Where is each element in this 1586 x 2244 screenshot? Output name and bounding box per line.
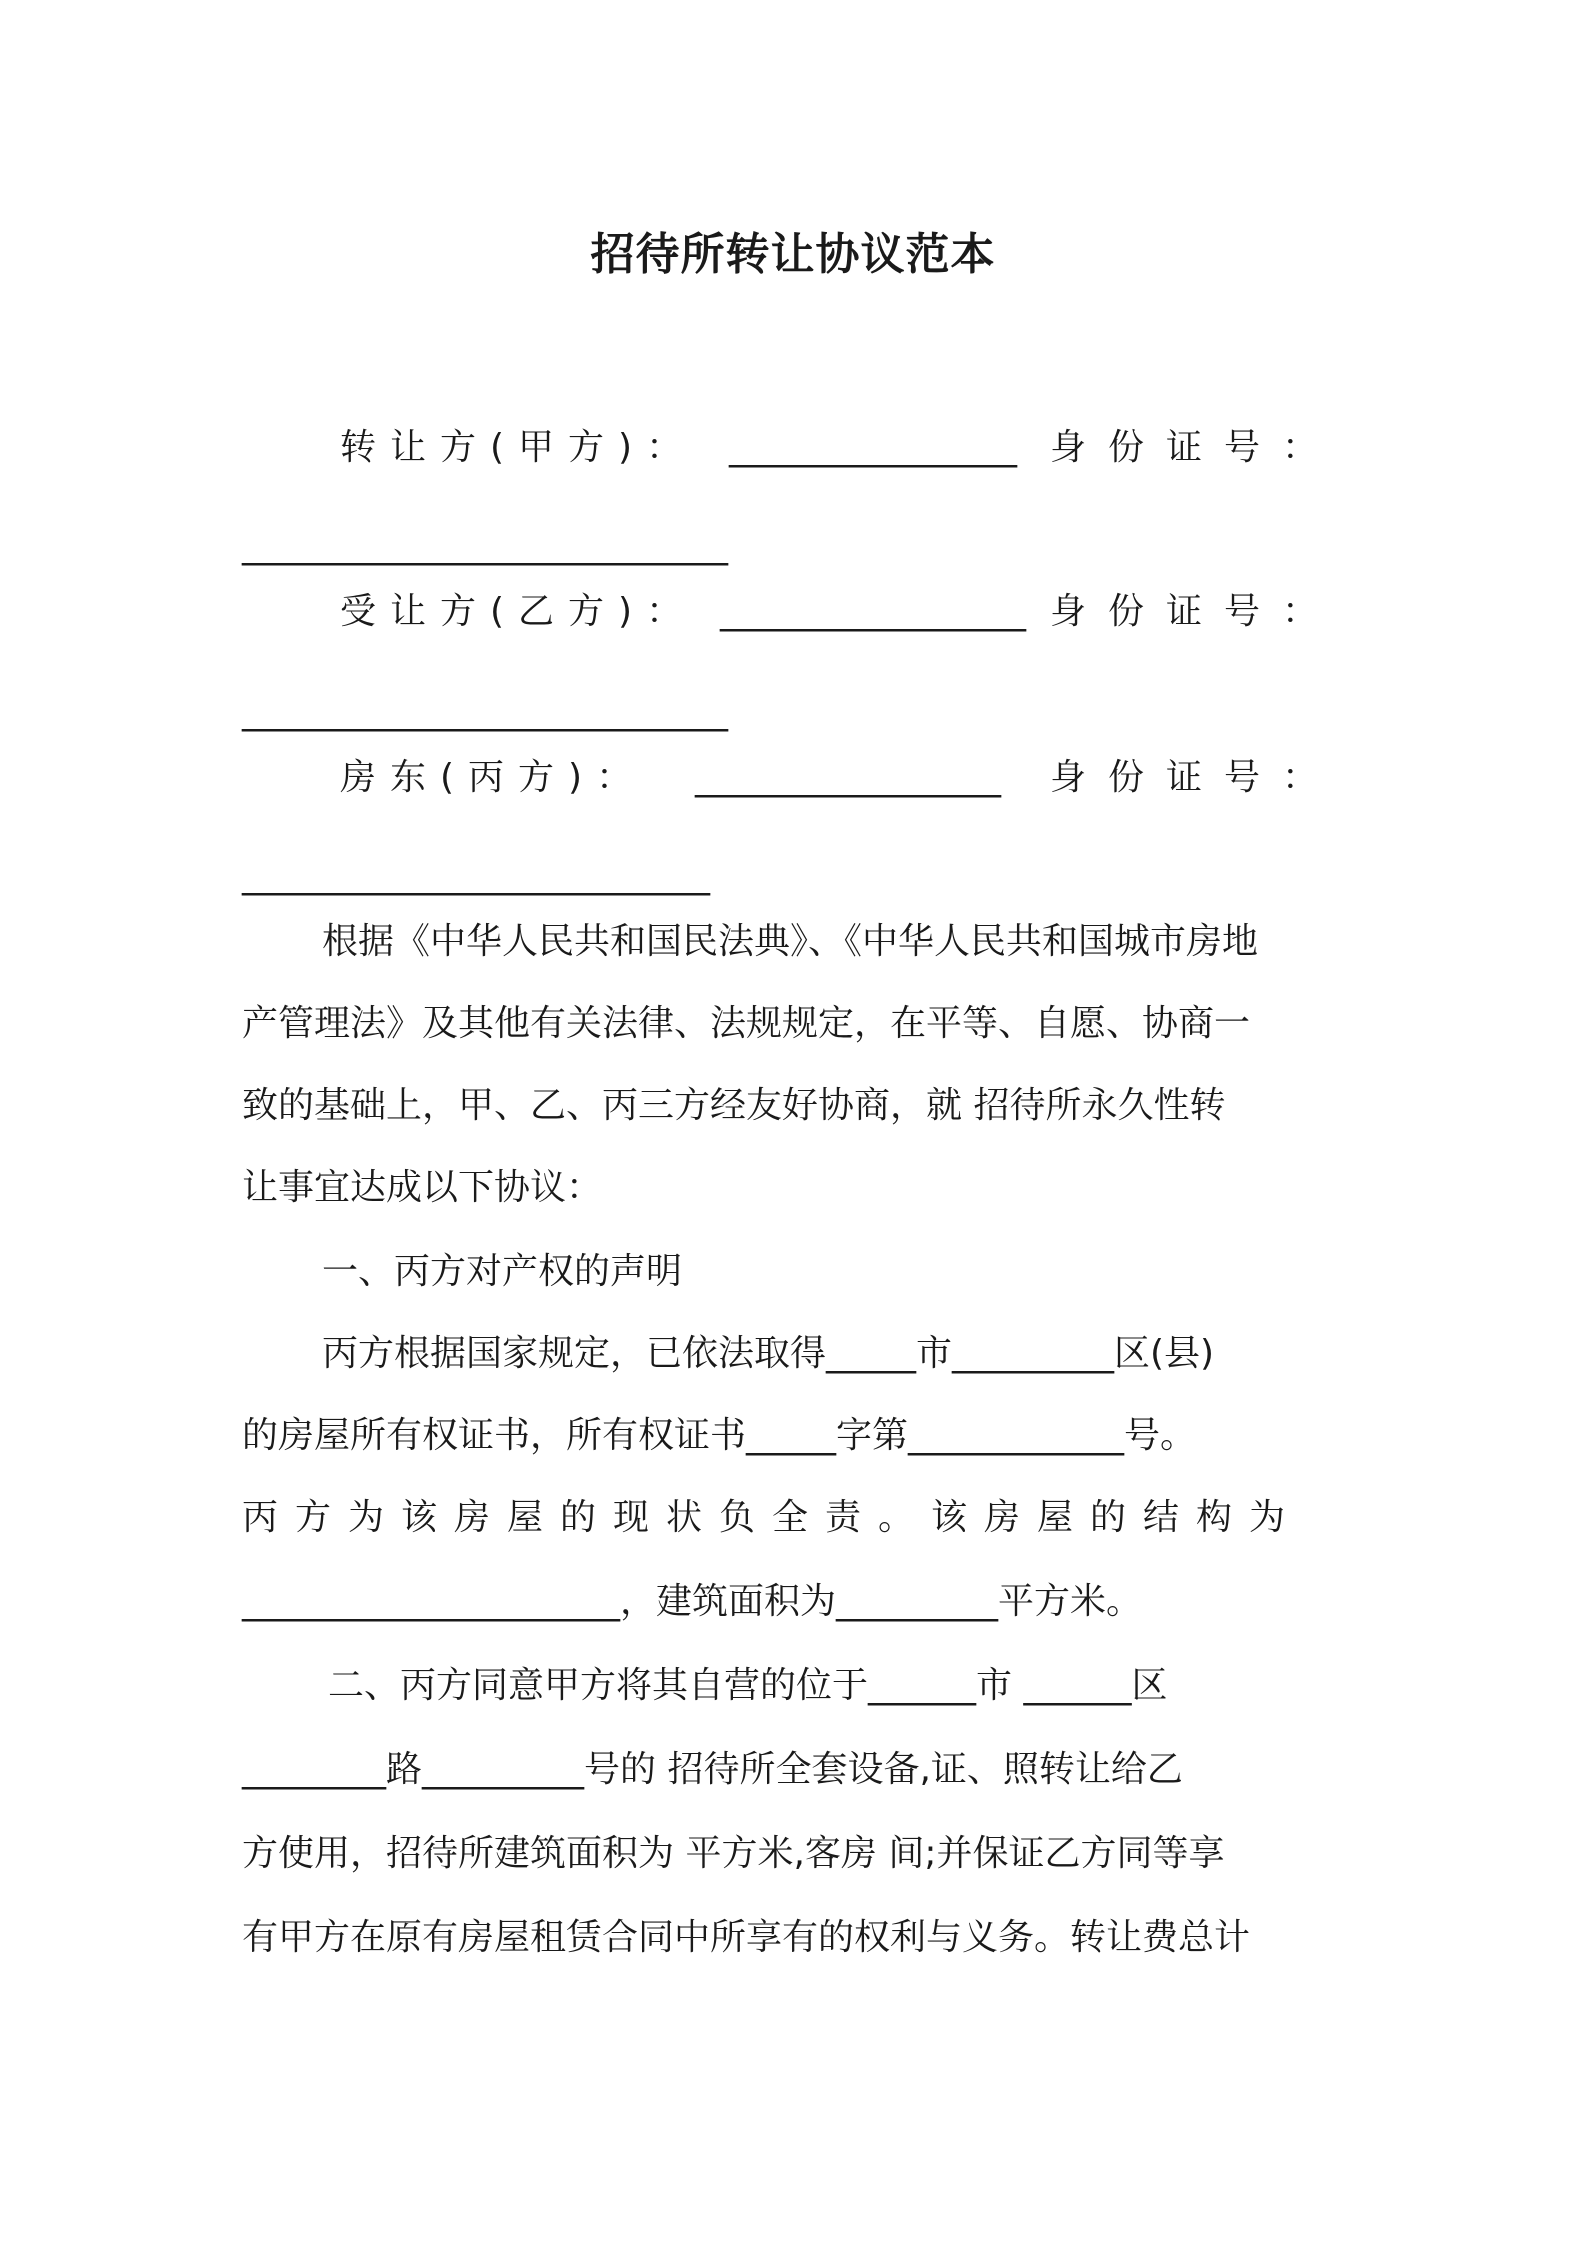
section1-line-1: 丙方根据国家规定，已依法取得_____市_________区(县) xyxy=(322,1333,1215,1374)
intro-line-2: 产管理法》及其他有关法律、法规规定，在平等、自愿、协商一 xyxy=(242,1003,1251,1044)
party-transferee-id-blank: ___________________________ xyxy=(242,691,728,732)
party-landlord-row xyxy=(340,754,1340,802)
intro-line-3: 致的基础上，甲、乙、丙三方经友好协商，就 招待所永久性转 xyxy=(242,1085,1226,1126)
party-transferee-row xyxy=(340,588,1340,636)
party-transferee-id-label: 身份证号： xyxy=(1049,591,1340,632)
intro-line-4: 让事宜达成以下协议： xyxy=(242,1167,603,1208)
section2-line-1: 二、丙方同意甲方将其自营的位于______市 ______区 xyxy=(328,1665,1168,1706)
section2-line-4: 有甲方在原有房屋租赁合同中所享有的权利与义务。转让费总计 xyxy=(242,1917,1251,1958)
party-transferor-id-label: 身份证号： xyxy=(1049,427,1340,468)
party-transferor-blank: ________________ xyxy=(729,427,1018,468)
party-landlord-id-label: 身份证号： xyxy=(1049,757,1340,798)
party-transferee-blank: _________________ xyxy=(720,591,1027,632)
intro-line-1: 根据《中华人民共和国民法典》、《中华人民共和国城市房地 xyxy=(322,921,1259,962)
party-landlord-label: 房东(丙方)： xyxy=(340,757,647,798)
party-transferee-label: 受让方(乙方)： xyxy=(340,591,697,632)
section1-line-4: _____________________，建筑面积为_________平方米。 xyxy=(242,1581,1143,1622)
section2-line-2: ________路_________号的 招待所全套设备,证、照转让给乙 xyxy=(242,1749,1183,1790)
document-title: 招待所转让协议范本 xyxy=(590,229,996,280)
section1-line-2: 的房屋所有权证书，所有权证书_____字第____________号。 xyxy=(242,1415,1197,1456)
section2-line-3: 方使用，招待所建筑面积为 平方米,客房 间;并保证乙方同等享 xyxy=(242,1833,1225,1874)
party-transferor-id-blank: ___________________________ xyxy=(242,525,728,566)
party-landlord-id-blank: __________________________ xyxy=(242,855,710,896)
section1-line-3: 丙方为该房屋的现状负全责。该房屋的结构为 xyxy=(242,1497,1303,1538)
party-transferor-row xyxy=(340,424,1340,472)
section1-heading: 一、丙方对产权的声明 xyxy=(322,1251,683,1292)
party-landlord-blank: _________________ xyxy=(695,757,1002,798)
party-transferor-label: 转让方(甲方)： xyxy=(340,427,697,468)
